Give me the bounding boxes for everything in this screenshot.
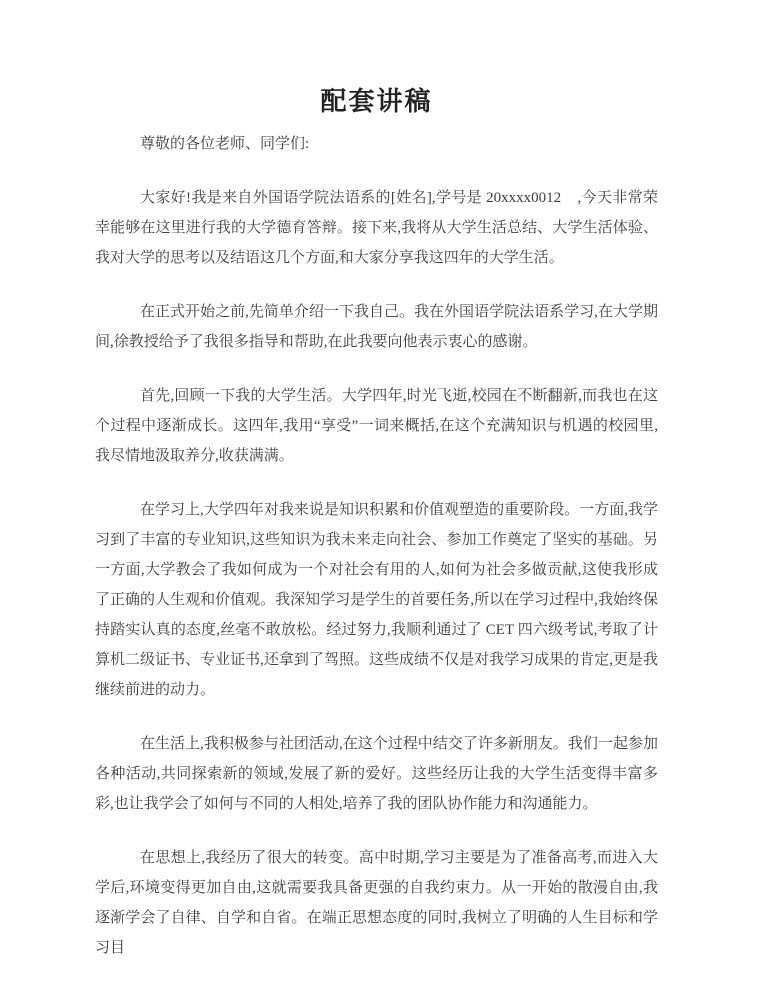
paragraph-life: 在生活上,我积极参与社团活动,在这个过程中结交了许多新朋友。我们一起参加各种活动,共同探索新的领域,发展了新的爱好。这些经历让我的大学生活变得丰富多彩,也让我学会了如何与不同的人相处,培养了我的团队协作能力和沟通能力。 [95,736,658,812]
salutation-line: 尊敬的各位老师、同学们: [140,136,310,152]
document-title: 配套讲稿 [320,87,433,116]
paragraph-intro: 大家好!我是来自外国语学院法语系的[姓名],学号是 20xxxx0012 ,今天非常荣幸能够在这里进行我的大学德育答辩。接下来,我将从大学生活总结、大学生活体验、我对大学的思考以及结语这几个方面,和大家分享我这四年的大学生活。 [95,190,658,266]
paragraph-review: 首先,回顾一下我的大学生活。大学四年,时光飞逝,校园在不断翻新,而我也在这个过程中逐渐成长。这四年,我用“享受”一词来概括,在这个充满知识与机遇的校园里,我尽情地汲取养分,收获满满。 [95,388,658,464]
paragraph-self-introduction: 在正式开始之前,先简单介绍一下我自己。我在外国语学院法语系学习,在大学期间,徐教授给予了我很多指导和帮助,在此我要向他表示衷心的感谢。 [95,304,658,350]
paragraph-study: 在学习上,大学四年对我来说是知识积累和价值观塑造的重要阶段。一方面,我学习到了丰富的专业知识,这些知识为我未来走向社会、参加工作奠定了坚实的基础。另一方面,大学教会了我如何成为一个对社会有用的人,如何为社会多做贡献,这使我形成了正确的人生观和价值观。我深知学习是学生的首要任务,所以在学习过程中,我始终保持踏实认真的态度,丝毫不敢放松。经过努力,我顺利通过了 CET 四六级考试,考取了计算机二级证书、专业证书,还拿到了驾照。这些成绩不仅是对我学习成果的肯定,更是我继续前进的动力。 [95,502,658,698]
paragraph-thought: 在思想上,我经历了很大的转变。高中时期,学习主要是为了准备高考,而进入大学后,环境变得更加自由,这就需要我具备更强的自我约束力。从一开始的散漫自由,我逐渐学会了自律、自学和自省。在端正思想态度的同时,我树立了明确的人生目标和学习目 [95,850,658,956]
